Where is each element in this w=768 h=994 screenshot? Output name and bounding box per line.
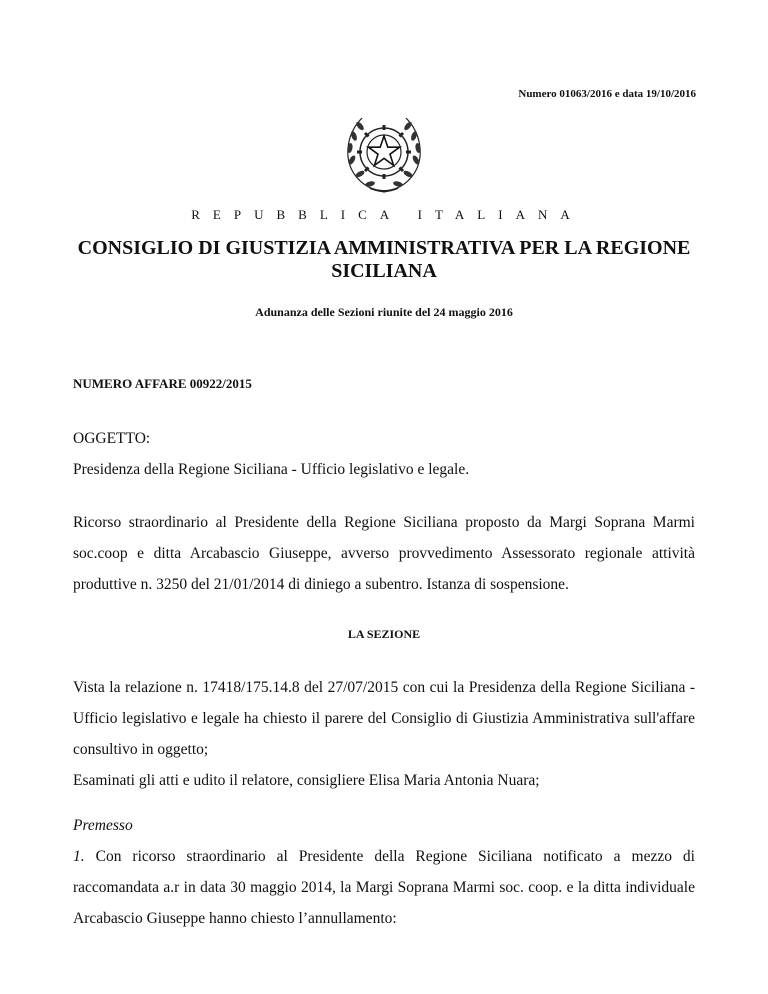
paragraph-number: 1.	[73, 848, 85, 865]
examined-paragraph: Esaminati gli atti e udito il relatore, consigliere Elisa Maria Antonia Nuara;	[73, 772, 540, 789]
report-paragraph: Vista la relazione n. 17418/175.14.8 del 27/07/2015 con cui la Presidenza della Regione Siciliana - Ufficio legislativo e legale ha chiesto il parere del Consiglio di Giustizia Amministrativa sull'affare consultivo in oggetto;	[73, 679, 695, 758]
italian-republic-emblem-icon	[340, 108, 428, 196]
subject-text: Presidenza della Regione Siciliana - Ufficio legislativo e legale.	[73, 461, 470, 478]
meeting-subtitle: Adunanza delle Sezioni riunite del 24 maggio 2016	[255, 305, 513, 319]
republic-heading: REPUBBLICA ITALIANA	[191, 207, 583, 222]
case-number: NUMERO AFFARE 00922/2015	[73, 376, 252, 391]
subject-heading: OGGETTO:	[73, 430, 151, 447]
section-heading: LA SEZIONE	[347, 627, 421, 641]
premise-heading: Premesso	[73, 817, 133, 834]
appeal-paragraph: Ricorso straordinario al Presidente della Regione Siciliana proposto da Margi Soprana Marmi soc.coop e ditta Arcabascio Giuseppe, avverso provvedimento Assessorato regionale attività produttive n. 3250 del 21/01/2014 di diniego a subentro. Istanza di sospensione.	[73, 514, 695, 593]
document-number: Numero 01063/2016 e data 19/10/2016	[518, 88, 696, 100]
council-title: CONSIGLIO DI GIUSTIZIA AMMINISTRATIVA PER LA REGIONE SICILIANA	[77, 237, 691, 282]
paragraph-1-text: Con ricorso straordinario al Presidente della Regione Siciliana notificato a mezzo di raccomandata a.r in data 30 maggio 2014, la Margi Soprana Marmi soc. coop. e la ditta individuale Arcabascio Giuseppe hanno chiesto l’annullamento:	[73, 848, 695, 927]
paragraph-1	[73, 841, 695, 934]
